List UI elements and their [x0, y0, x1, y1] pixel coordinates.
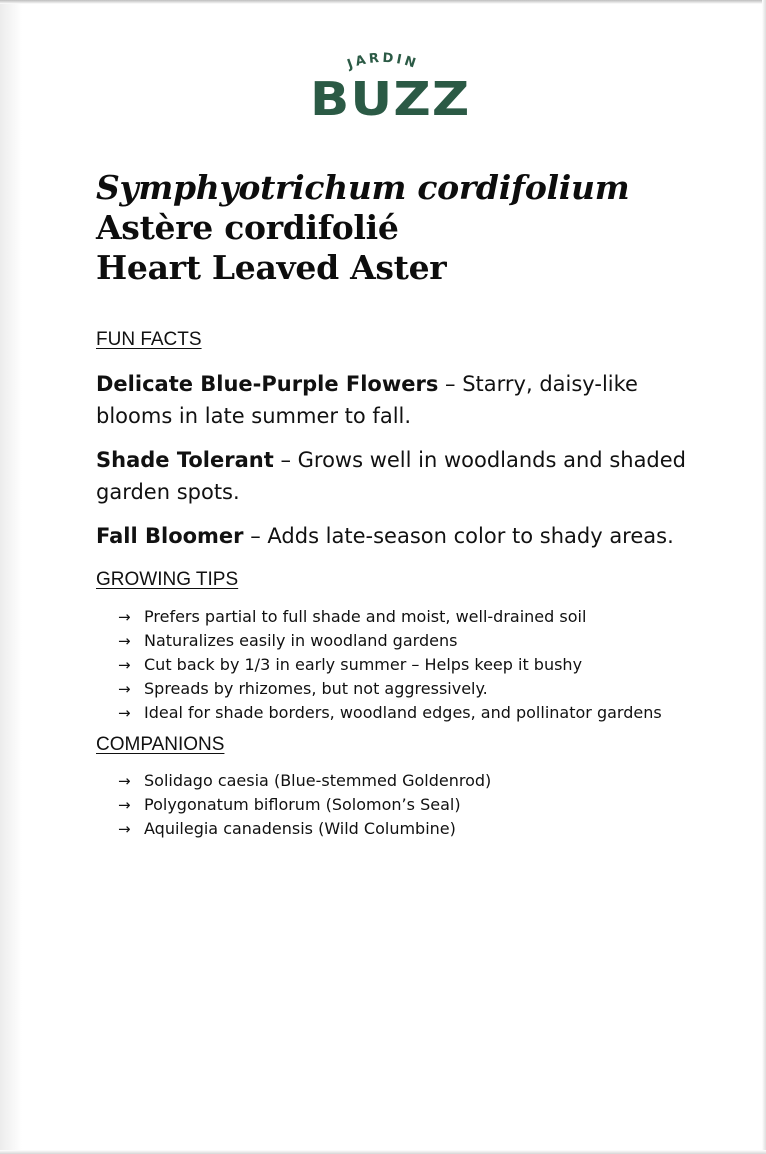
- tip-text: Spreads by rhizomes, but not aggressively.: [144, 679, 488, 698]
- fun-fact-label: Fall Bloomer: [96, 524, 244, 548]
- companions-list: [118, 769, 491, 841]
- svg-text:JARDIN: [345, 51, 421, 73]
- fun-fact-separator: –: [438, 372, 463, 396]
- fun-fact: [96, 368, 696, 432]
- list-item: [118, 793, 491, 817]
- page-right-border: [762, 0, 766, 1154]
- growing-tips-heading: GROWING TIPS: [96, 569, 239, 590]
- fun-fact-text: Adds late-season color to shady areas.: [267, 524, 674, 548]
- list-item: [118, 605, 662, 629]
- logo-top-word: JARDIN: [345, 50, 421, 73]
- tip-text: Naturalizes easily in woodland gardens: [144, 631, 458, 650]
- arrow-right-icon: →: [118, 704, 131, 722]
- tip-text: Ideal for shade borders, woodland edges, and pollinator gardens: [144, 703, 662, 722]
- companions-heading: COMPANIONS: [96, 734, 225, 755]
- companion-text: Solidago caesia (Blue-stemmed Goldenrod): [144, 771, 492, 790]
- fun-fact-separator: –: [273, 448, 298, 472]
- page-bottom-border: [0, 1150, 766, 1154]
- list-item: [118, 701, 662, 725]
- companion-text: Aquilegia canadensis (Wild Columbine): [144, 819, 456, 838]
- companion-text: Polygonatum biflorum (Solomon’s Seal): [144, 795, 461, 814]
- tip-text: Cut back by 1/3 in early summer – Helps keep it bushy: [144, 655, 583, 674]
- french-name: Astère cordifolié: [96, 208, 399, 247]
- page-edge-shadow: [0, 0, 22, 1154]
- fun-facts-heading: FUN FACTS: [96, 329, 202, 350]
- growing-tips-list: [118, 605, 662, 725]
- fun-fact-label: Shade Tolerant: [96, 448, 274, 472]
- english-name: Heart Leaved Aster: [96, 248, 447, 287]
- arrow-right-icon: →: [118, 608, 131, 626]
- page-top-border: [0, 0, 766, 4]
- list-item: [118, 769, 491, 793]
- arrow-right-icon: →: [118, 820, 131, 838]
- fun-fact-separator: –: [243, 524, 268, 548]
- arrow-right-icon: →: [118, 680, 131, 698]
- tip-text: Prefers partial to full shade and moist, well-drained soil: [144, 607, 587, 626]
- list-item: [118, 677, 662, 701]
- arrow-right-icon: →: [118, 772, 131, 790]
- fun-fact-text: Starry, daisy-like blooms in late summer to fall.: [96, 372, 638, 428]
- arrow-right-icon: →: [118, 632, 131, 650]
- fun-fact-label: Delicate Blue-Purple Flowers: [96, 372, 439, 396]
- jardin-buzz-logo: [300, 48, 471, 132]
- list-item: [118, 653, 662, 677]
- arrow-right-icon: →: [118, 656, 131, 674]
- fun-fact: [96, 444, 696, 508]
- latin-name: Symphyotrichum cordifolium: [96, 168, 630, 207]
- fun-fact-text: Grows well in woodlands and shaded garden spots.: [96, 448, 687, 504]
- fun-fact: [96, 520, 696, 552]
- logo-main-word: BUZZ: [310, 72, 471, 126]
- plant-title: [96, 168, 716, 288]
- arrow-right-icon: →: [118, 796, 131, 814]
- list-item: [118, 629, 662, 653]
- list-item: [118, 817, 491, 841]
